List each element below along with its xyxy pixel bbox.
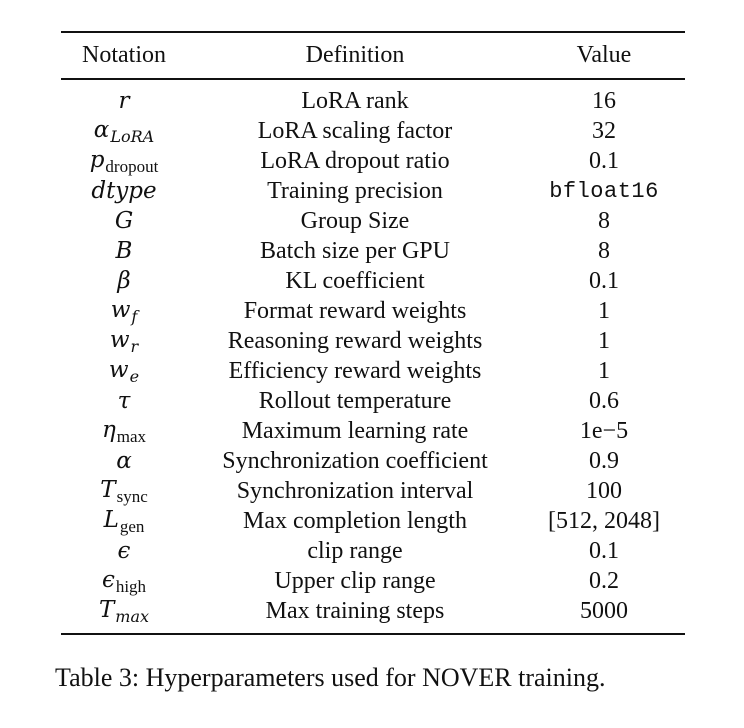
definition-cell: Maximum learning rate — [241, 417, 469, 444]
symbol-base: dtype — [91, 177, 157, 204]
notation-symbol — [115, 208, 133, 234]
value-cell: 8 — [598, 207, 610, 234]
definition-cell: KL coefficient — [285, 267, 425, 294]
symbol-base: β — [117, 267, 131, 294]
symbol-subscript: dropout — [105, 157, 159, 177]
symbol-base: w — [110, 297, 131, 324]
definition-cell: LoRA scaling factor — [257, 117, 453, 144]
definition-cell: LoRA dropout ratio — [260, 147, 450, 174]
table-row — [61, 87, 685, 117]
notation-cell — [61, 296, 187, 326]
notation-cell — [61, 116, 187, 146]
header-notation: Notation — [82, 42, 166, 68]
table-row — [61, 296, 685, 326]
table-row — [61, 266, 685, 296]
value-cell: 0.1 — [589, 267, 619, 294]
notation-cell — [61, 596, 187, 626]
symbol-base: T — [100, 477, 116, 504]
value-cell: 0.6 — [589, 387, 619, 414]
notation-symbol — [118, 538, 131, 564]
definition-cell: Training precision — [267, 177, 443, 204]
table-row — [61, 596, 685, 626]
table-row — [61, 536, 685, 566]
notation-symbol — [118, 388, 131, 414]
notation-symbol — [116, 448, 132, 474]
symbol-base: α — [93, 117, 110, 144]
notation-cell — [61, 326, 187, 356]
table-row — [61, 566, 685, 596]
symbol-subscript: LoRA — [110, 127, 155, 147]
notation-cell — [61, 416, 187, 446]
symbol-base: w — [109, 327, 130, 354]
definition-cell: Format reward weights — [243, 297, 467, 324]
table-row — [61, 206, 685, 236]
symbol-subscript: high — [115, 577, 147, 596]
table-row — [61, 416, 685, 446]
value-cell: 16 — [592, 87, 616, 114]
header-value: Value — [576, 42, 632, 68]
notation-symbol — [117, 268, 130, 294]
symbol-base: ϵ — [101, 567, 115, 593]
notation-cell — [61, 446, 187, 476]
header-definition: Definition — [305, 42, 405, 68]
notation-symbol — [108, 357, 140, 387]
symbol-base: η — [101, 417, 116, 444]
symbol-base: w — [108, 357, 129, 384]
value-cell: 1 — [598, 357, 610, 384]
notation-symbol — [101, 417, 147, 447]
definition-cell: Synchronization coefficient — [222, 447, 488, 474]
notation-cell — [61, 536, 187, 566]
notation-cell — [61, 206, 187, 236]
value-cell: 0.1 — [589, 537, 619, 564]
table-caption: Table 3: Hyperparameters used for NOVER training. — [55, 663, 606, 692]
notation-cell — [61, 566, 187, 596]
notation-symbol — [110, 297, 138, 327]
symbol-base: r — [118, 87, 130, 114]
value-cell: 1 — [598, 327, 610, 354]
symbol-subscript: sync — [116, 487, 148, 507]
definition-cell: Max training steps — [265, 597, 445, 624]
table-row — [61, 356, 685, 386]
notation-cell — [61, 506, 187, 536]
table-row — [61, 236, 685, 266]
table-row — [61, 146, 685, 176]
table-row — [61, 326, 685, 356]
notation-cell — [61, 236, 187, 266]
table-row — [61, 116, 685, 146]
value-cell: 0.9 — [589, 447, 619, 474]
notation-symbol — [101, 567, 147, 596]
notation-symbol — [116, 238, 133, 264]
hyperparameter-table — [61, 31, 685, 635]
definition-cell: clip range — [307, 537, 403, 564]
notation-symbol — [98, 597, 150, 626]
value-cell: 0.2 — [589, 567, 619, 594]
bottom-rule — [61, 633, 685, 635]
value-cell: bfloat16 — [549, 178, 659, 204]
notation-cell — [61, 476, 187, 506]
symbol-subscript: e — [129, 367, 140, 387]
symbol-base: L — [103, 507, 119, 534]
notation-cell — [61, 386, 187, 416]
notation-cell — [61, 146, 187, 176]
definition-cell: LoRA rank — [301, 87, 409, 114]
notation-symbol — [93, 117, 155, 147]
header-row — [61, 33, 685, 78]
value-cell: 0.1 — [589, 147, 619, 174]
notation-cell — [61, 176, 187, 206]
table-row — [61, 506, 685, 536]
symbol-subscript: max — [116, 427, 147, 447]
definition-cell: Batch size per GPU — [260, 237, 450, 264]
definition-cell: Synchronization interval — [236, 477, 474, 504]
table-row — [61, 386, 685, 416]
symbol-base: B — [115, 237, 133, 264]
value-cell: 5000 — [580, 597, 628, 624]
symbol-subscript: r — [130, 337, 139, 357]
value-cell: 100 — [586, 477, 622, 504]
definition-cell: Upper clip range — [274, 567, 436, 594]
value-cell: [512, 2048] — [548, 507, 660, 534]
definition-cell: Rollout temperature — [258, 387, 452, 414]
symbol-subscript: gen — [119, 517, 145, 537]
table — [61, 33, 685, 78]
symbol-base: p — [89, 147, 105, 174]
notation-symbol — [89, 147, 159, 177]
definition-cell: Group Size — [300, 207, 410, 234]
symbol-base: τ — [117, 387, 131, 414]
definition-cell: Efficiency reward weights — [228, 357, 482, 384]
notation-cell — [61, 266, 187, 296]
notation-symbol — [91, 178, 156, 204]
value-cell: 1 — [598, 297, 610, 324]
definition-cell: Reasoning reward weights — [227, 327, 483, 354]
symbol-base: G — [114, 207, 134, 234]
table-row — [61, 176, 685, 206]
notation-symbol — [109, 327, 139, 357]
notation-cell — [61, 356, 187, 386]
table-row — [61, 446, 685, 476]
value-cell: 8 — [598, 237, 610, 264]
symbol-base: ϵ — [117, 537, 131, 564]
symbol-base: T — [98, 597, 115, 623]
symbol-base: α — [116, 447, 132, 474]
notation-symbol — [119, 88, 130, 114]
notation-symbol — [100, 477, 148, 507]
notation-symbol — [103, 507, 145, 537]
symbol-subscript: max — [115, 607, 150, 626]
table-body — [61, 80, 685, 634]
definition-cell: Max completion length — [243, 507, 467, 534]
symbol-subscript: f — [131, 307, 138, 327]
value-cell: 1e−5 — [579, 417, 629, 444]
notation-cell — [61, 87, 187, 117]
table-row — [61, 476, 685, 506]
value-cell: 32 — [592, 117, 616, 144]
